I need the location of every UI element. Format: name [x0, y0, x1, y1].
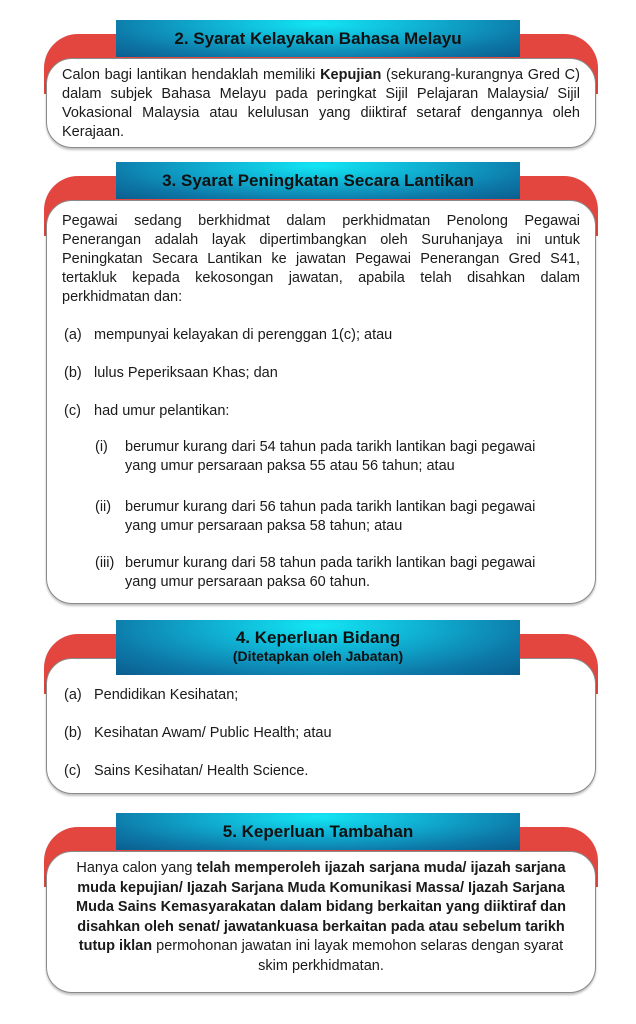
section-header-band — [116, 162, 520, 199]
section-title: 3. Syarat Peningkatan Secara Lantikan — [162, 171, 474, 190]
section-header-band — [116, 813, 520, 850]
section-peningkatan-lantikan — [44, 162, 598, 606]
sub-list-item: (i) berumur kurang dari 54 tahun pada tarikh lantikan bagi pegawai yang umur persaraan paksa 55 atau 56 tahun; atau — [95, 439, 536, 474]
section-body: Hanya calon yang telah memperoleh ijazah sarjana muda/ ijazah sarjana muda kepujian/ Ijazah Sarjana Muda Komunikasi Massa/ Ijazah Sarjana Muda Sains Kemasyarakatan dalam bidang berkaitan yang diiktiraf dan disahkan oleh senat/ jawatankuasa berkaitan pada atau sebelum tarikh tutup iklan permohonan jawatan ini layak memohon selaras dengan syarat skim perkhidmatan. — [76, 860, 566, 974]
section-subtitle: (Ditetapkan oleh Jabatan) — [232, 648, 404, 664]
section-title: 2. Syarat Kelayakan Bahasa Melayu — [174, 29, 462, 48]
list-item: (c) Sains Kesihatan/ Health Science. — [64, 763, 309, 779]
section-title: 4. Keperluan Bidang — [235, 628, 401, 647]
list-item: (b) lulus Peperiksaan Khas; dan — [64, 365, 278, 381]
section-header-band — [116, 620, 520, 675]
sub-list-item: (ii) berumur kurang dari 56 tahun pada tarikh lantikan bagi pegawai yang umur persaraan paksa 58 tahun; atau — [95, 499, 536, 534]
emphasis-text: Kepujian — [320, 67, 382, 83]
list-item: (a) mempunyai kelayakan di perenggan 1(c); atau — [64, 327, 393, 343]
emphasis-text: telah memperoleh ijazah sarjana muda/ ijazah sarjana muda kepujian/ Ijazah Sarjana Muda Komunikasi Massa/ Ijazah Sarjana Muda Sains Kemasyarakatan dalam bidang berkaitan yang diiktiraf dan disahkan oleh senat/ jawatankuasa berkaitan pada atau sebelum tarikh tutup iklan — [76, 860, 566, 954]
section-bahasa-melayu — [44, 20, 598, 150]
section-body: Calon bagi lantikan hendaklah memiliki Kepujian (sekurang-kurangnya Gred C) dalam subjek Bahasa Melayu pada peringkat Sijil Pelajaran Malaysia/ Sijil Vokasional Malaysia atau kelulusan yang diiktiraf setaraf dengannya oleh Kerajaan. — [62, 67, 580, 140]
list-item: (a) Pendidikan Kesihatan; — [64, 687, 239, 703]
section-intro: Pegawai sedang berkhidmat dalam perkhidmatan Penolong Pegawai Penerangan adalah layak dipertimbangkan oleh Suruhanjaya ini untuk Peningkatan Secara Lantikan ke jawatan Pegawai Penerangan Gred S41, tertakluk kepada kekosongan jawatan, apabila telah disahkan dalam perkhidmatan dan: — [62, 213, 580, 305]
section-title: 5. Keperluan Tambahan — [222, 822, 414, 841]
section-keperluan-tambahan — [44, 813, 598, 993]
list-item: (c) had umur pelantikan: — [64, 403, 230, 419]
sub-list-item: (iii) berumur kurang dari 58 tahun pada tarikh lantikan bagi pegawai yang umur persaraan paksa 60 tahun. — [95, 555, 536, 590]
section-keperluan-bidang — [44, 620, 598, 796]
section-header-band — [116, 20, 520, 57]
list-item: (b) Kesihatan Awam/ Public Health; atau — [64, 725, 332, 741]
